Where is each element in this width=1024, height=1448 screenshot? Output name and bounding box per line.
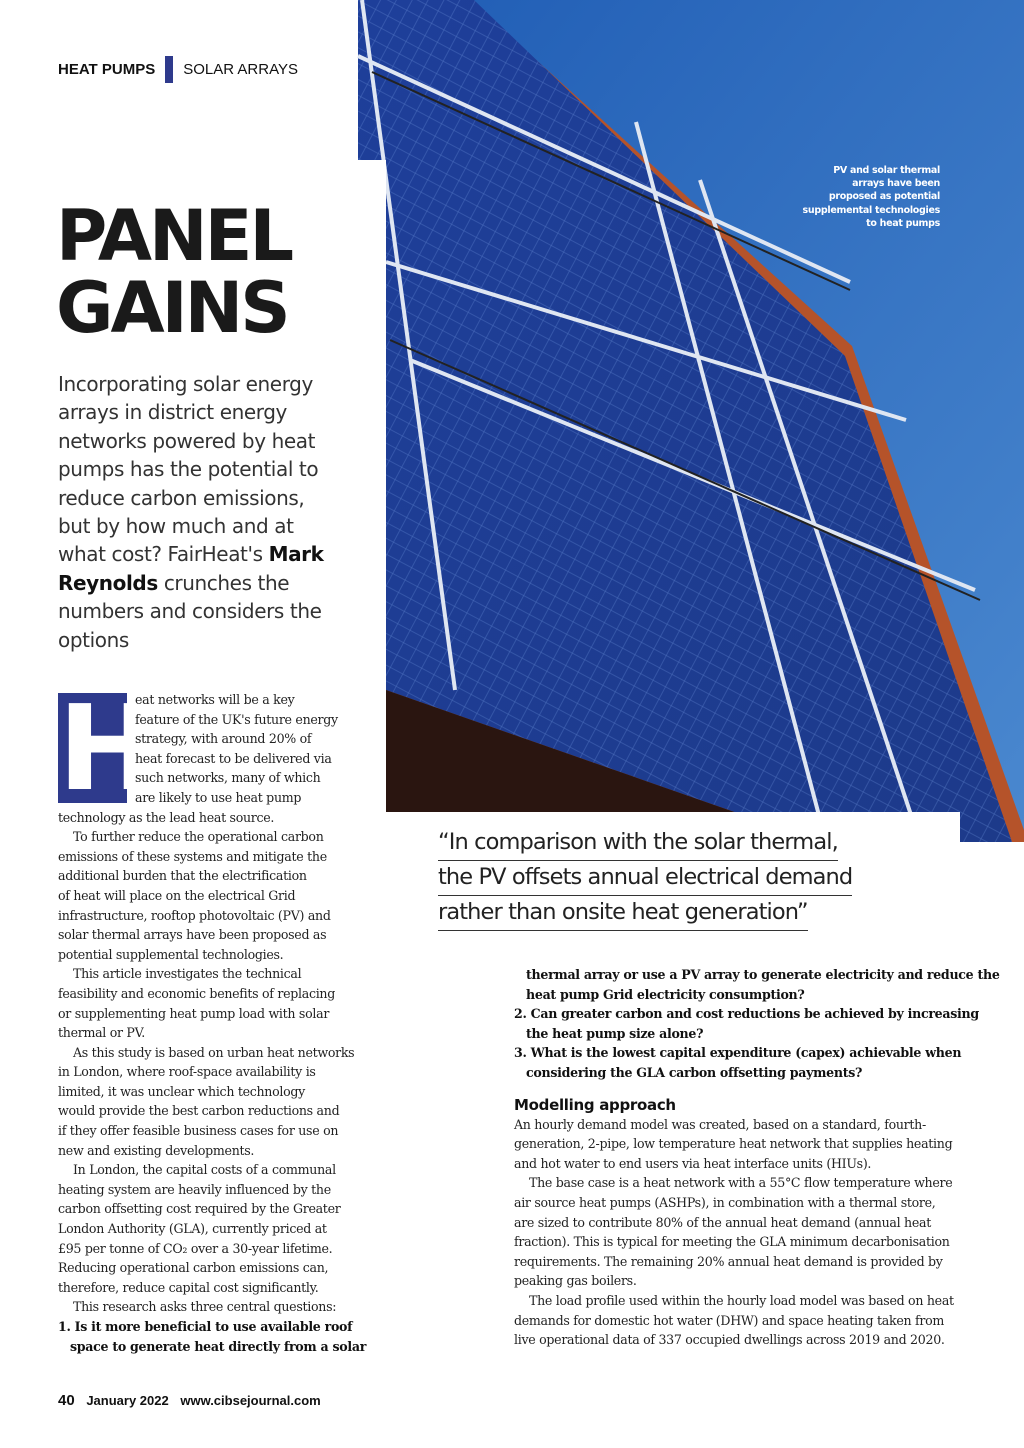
- body-line: feature of the UK's future energy: [135, 711, 338, 727]
- body-line: heat pump Grid electricity consumption?: [526, 986, 805, 1002]
- body-line: thermal array or use a PV array to generate electricity and reduce the: [526, 967, 1000, 982]
- body-line: thermal or PV.: [58, 1025, 145, 1041]
- body-line: emissions of these systems and mitigate the: [58, 848, 327, 864]
- body-line: 3. What is the lowest capital expenditure (capex) achievable when: [514, 1045, 962, 1061]
- body-line: £95 per tonne of CO₂ over a 30-year lifetime.: [58, 1240, 333, 1256]
- body-line: To further reduce the operational carbon: [73, 829, 324, 845]
- body-line: additional burden that the electrification: [58, 868, 307, 884]
- caption-line: proposed as potential: [828, 191, 940, 203]
- body-line: if they offer feasible business cases for use on: [58, 1123, 339, 1139]
- body-line: In London, the capital costs of a communal: [73, 1162, 336, 1178]
- issue-date: January 2022: [86, 1393, 169, 1408]
- subheading: Modelling approach: [514, 1095, 676, 1114]
- headline-line: GAINS: [56, 267, 288, 349]
- body-line: therefore, reduce capital cost significantly.: [58, 1279, 319, 1295]
- caption-line: supplemental technologies: [802, 204, 940, 216]
- section-label: [58, 56, 298, 83]
- pull-quote-line: the PV offsets annual electrical demand: [438, 861, 852, 896]
- body-line: are sized to contribute 80% of the annual heat demand (annual heat: [514, 1214, 931, 1230]
- body-line: are likely to use heat pump: [135, 789, 302, 805]
- body-line: or supplementing heat pump load with solar: [58, 1005, 330, 1021]
- body-line: in London, where roof-space availability is: [58, 1064, 316, 1080]
- body-line: feasibility and economic benefits of replacing: [58, 985, 335, 1001]
- body-line: air source heat pumps (ASHPs), in combination with a thermal store,: [514, 1194, 936, 1210]
- section-primary: HEAT PUMPS: [58, 61, 156, 78]
- body-column-1: [58, 679, 367, 1356]
- body-line: of heat will place on the electrical Grid: [58, 887, 296, 903]
- caption-line: to heat pumps: [866, 217, 940, 229]
- solar-panels-photo: [358, 0, 1024, 842]
- drop-cap: H: [58, 679, 157, 817]
- body-line: heat forecast to be delivered via: [135, 750, 332, 766]
- page-footer: [58, 1392, 329, 1409]
- body-line: such networks, many of which: [135, 770, 321, 786]
- section-secondary: SOLAR ARRAYS: [183, 61, 298, 78]
- website-link[interactable]: www.cibsejournal.com: [180, 1393, 321, 1408]
- body-line: would provide the best carbon reductions and: [58, 1103, 340, 1119]
- section-divider: [165, 56, 173, 83]
- author-name: Mark Reynolds: [58, 542, 324, 595]
- body-line: heating system are heavily influenced by the: [58, 1181, 331, 1197]
- standfirst-text: Incorporating solar energy arrays in district energy networks powered by heat pumps has the potential to reduce carbon emissions, but by how much and at what cost? FairHeat's: [58, 372, 319, 567]
- page-number: 40: [58, 1392, 75, 1409]
- body-line: live operational data of 337 occupied dwellings across 2019 and 2020.: [514, 1332, 945, 1348]
- body-line: limited, it was unclear which technology: [58, 1083, 305, 1099]
- body-line: 2. Can greater carbon and cost reductions be achieved by increasing: [514, 1006, 979, 1022]
- body-line: solar thermal arrays have been proposed as: [58, 927, 327, 943]
- body-line: infrastructure, rooftop photovoltaic (PV) and: [58, 907, 331, 923]
- body-line: An hourly demand model was created, based on a standard, fourth-: [514, 1116, 926, 1132]
- body-line: peaking gas boilers.: [514, 1273, 637, 1289]
- pull-quote-line: “In comparison with the solar thermal,: [438, 826, 838, 861]
- body-line: carbon offsetting cost required by the Greater: [58, 1201, 341, 1217]
- headline-line: PANEL: [56, 195, 292, 277]
- body-line: space to generate heat directly from a solar: [70, 1338, 367, 1354]
- body-line: the heat pump size alone?: [526, 1025, 704, 1041]
- caption-line: PV and solar thermal: [833, 165, 940, 176]
- body-line: The base case is a heat network with a 55°C flow temperature where: [529, 1175, 953, 1191]
- caption-line: arrays have been: [852, 178, 940, 190]
- body-line: 1. Is it more beneficial to use available roof: [58, 1319, 353, 1334]
- standfirst-text: crunches the numbers and considers the options: [58, 570, 322, 652]
- pull-quote: [438, 826, 852, 931]
- body-line: The load profile used within the hourly load model was based on heat: [529, 1292, 954, 1308]
- body-line: generation, 2-pipe, low temperature heat network that supplies heating: [514, 1136, 953, 1152]
- body-line: and hot water to end users via heat interface units (HIUs).: [514, 1155, 872, 1171]
- body-line: considering the GLA carbon offsetting payments?: [526, 1064, 863, 1080]
- body-line: strategy, with around 20% of: [135, 731, 312, 747]
- body-line: This article investigates the technical: [73, 966, 302, 982]
- body-line: As this study is based on urban heat networks: [73, 1044, 355, 1060]
- pull-quote-line: rather than onsite heat generation”: [438, 896, 808, 931]
- body-line: This research asks three central questions:: [73, 1299, 337, 1315]
- body-line: requirements. The remaining 20% annual heat demand is provided by: [514, 1253, 943, 1269]
- body-line: London Authority (GLA), currently priced at: [58, 1221, 327, 1237]
- body-column-2: [514, 965, 1000, 1350]
- body-line: technology as the lead heat source.: [58, 809, 275, 825]
- standfirst: [58, 370, 338, 654]
- body-line: eat networks will be a key: [135, 692, 295, 707]
- body-line: demands for domestic hot water (DHW) and space heating taken from: [514, 1312, 944, 1328]
- body-line: Reducing operational carbon emissions can,: [58, 1260, 329, 1276]
- body-line: potential supplemental technologies.: [58, 946, 284, 962]
- headline: [56, 195, 292, 349]
- photo-caption: [803, 164, 940, 230]
- body-line: new and existing developments.: [58, 1142, 255, 1158]
- body-line: fraction). This is typical for meeting the GLA minimum decarbonisation: [514, 1234, 950, 1250]
- spacer: [514, 1083, 1000, 1093]
